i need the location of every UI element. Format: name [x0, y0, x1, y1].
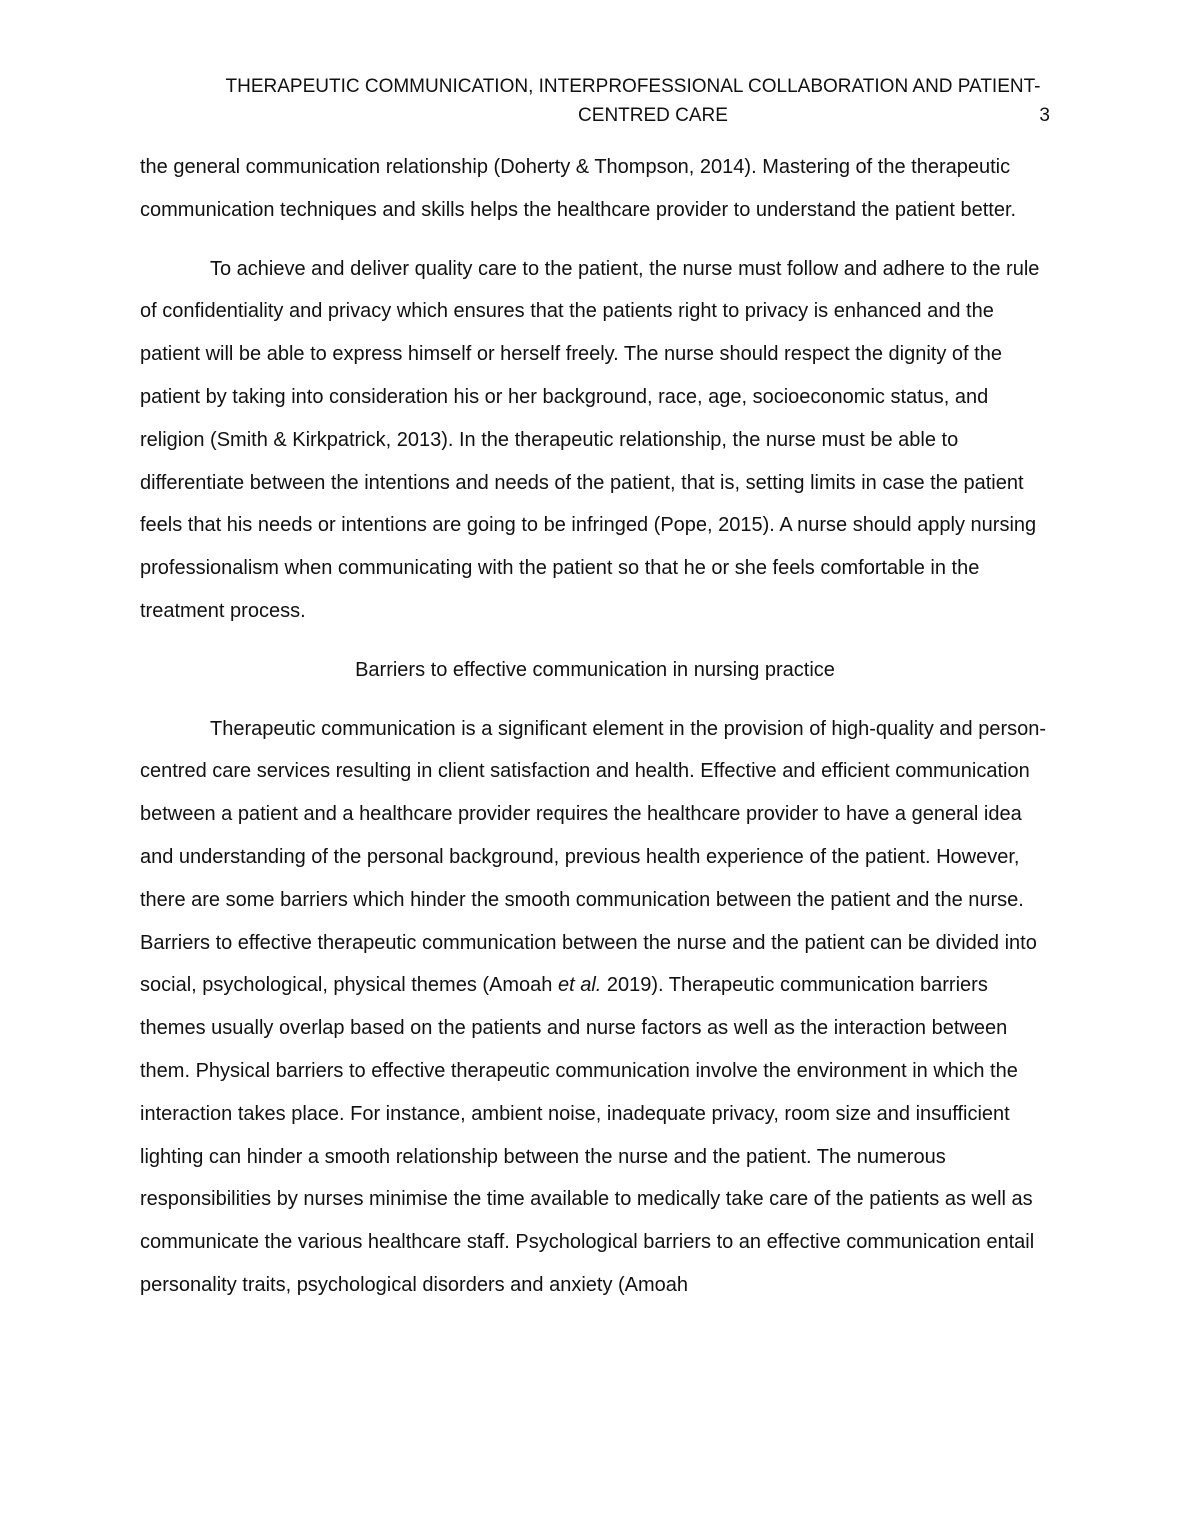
- running-head: [140, 72, 1050, 130]
- paragraph-barriers-text-1: Therapeutic communication is a significant element in the provision of high-quality and person-centred care services resulting in client satisfaction and health. Effective and efficient communication between a patient and a healthcare provider requires the healthcare provider to have a general idea and understanding of the personal background, previous health experience of the patient. However, there are some barriers which hinder the smooth communication between the patient and the nurse. Barriers to effective therapeutic communication between the nurse and the patient can be divided into social, psychological, physical themes (Amoah: [140, 717, 1047, 997]
- section-heading: Barriers to effective communication in nursing practice: [355, 658, 835, 681]
- page-number: 3: [1039, 105, 1050, 126]
- running-head-line-2: CENTRED CARE: [578, 105, 728, 126]
- document-body: [140, 146, 1050, 1323]
- paragraph-barriers: [140, 708, 1050, 1307]
- paragraph-continuation: the general communication relationship (Doherty & Thompson, 2014). Mastering of the therapeutic communication techniques and skills helps the healthcare provider to understand the patient better.: [140, 156, 1017, 221]
- running-head-line-1: THERAPEUTIC COMMUNICATION, INTERPROFESSIONAL COLLABORATION AND PATIENT-: [225, 76, 1041, 97]
- citation-et-al: et al.: [557, 974, 602, 997]
- paragraph-confidentiality: To achieve and deliver quality care to the patient, the nurse must follow and adhere to the rule of confidentiality and privacy which ensures that the patients right to privacy is enhanced and the patient will be able to express himself or herself freely. The nurse should respect the dignity of the patient by taking into consideration his or her background, race, age, socioeconomic status, and religion (Smith & Kirkpatrick, 2013). In the therapeutic relationship, the nurse must be able to differentiate between the intentions and needs of the patient, that is, setting limits in case the patient feels that his needs or intentions are going to be infringed (Pope, 2015). A nurse should apply nursing professionalism when communicating with the patient so that he or she feels comfortable in the treatment process.: [140, 257, 1040, 622]
- paragraph-barriers-text-2: 2019). Therapeutic communication barriers themes usually overlap based on the patients and nurse factors as well as the interaction between them. Physical barriers to effective therapeutic communication involve the environment in which the interaction takes place. For instance, ambient noise, inadequate privacy, room size and insufficient lighting can hinder a smooth relationship between the nurse and the patient. The numerous responsibilities by nurses minimise the time available to medically take care of the patients as well as communicate the various healthcare staff. Psychological barriers to an effective communication entail personality traits, psychological disorders and anxiety (Amoah: [140, 974, 1035, 1296]
